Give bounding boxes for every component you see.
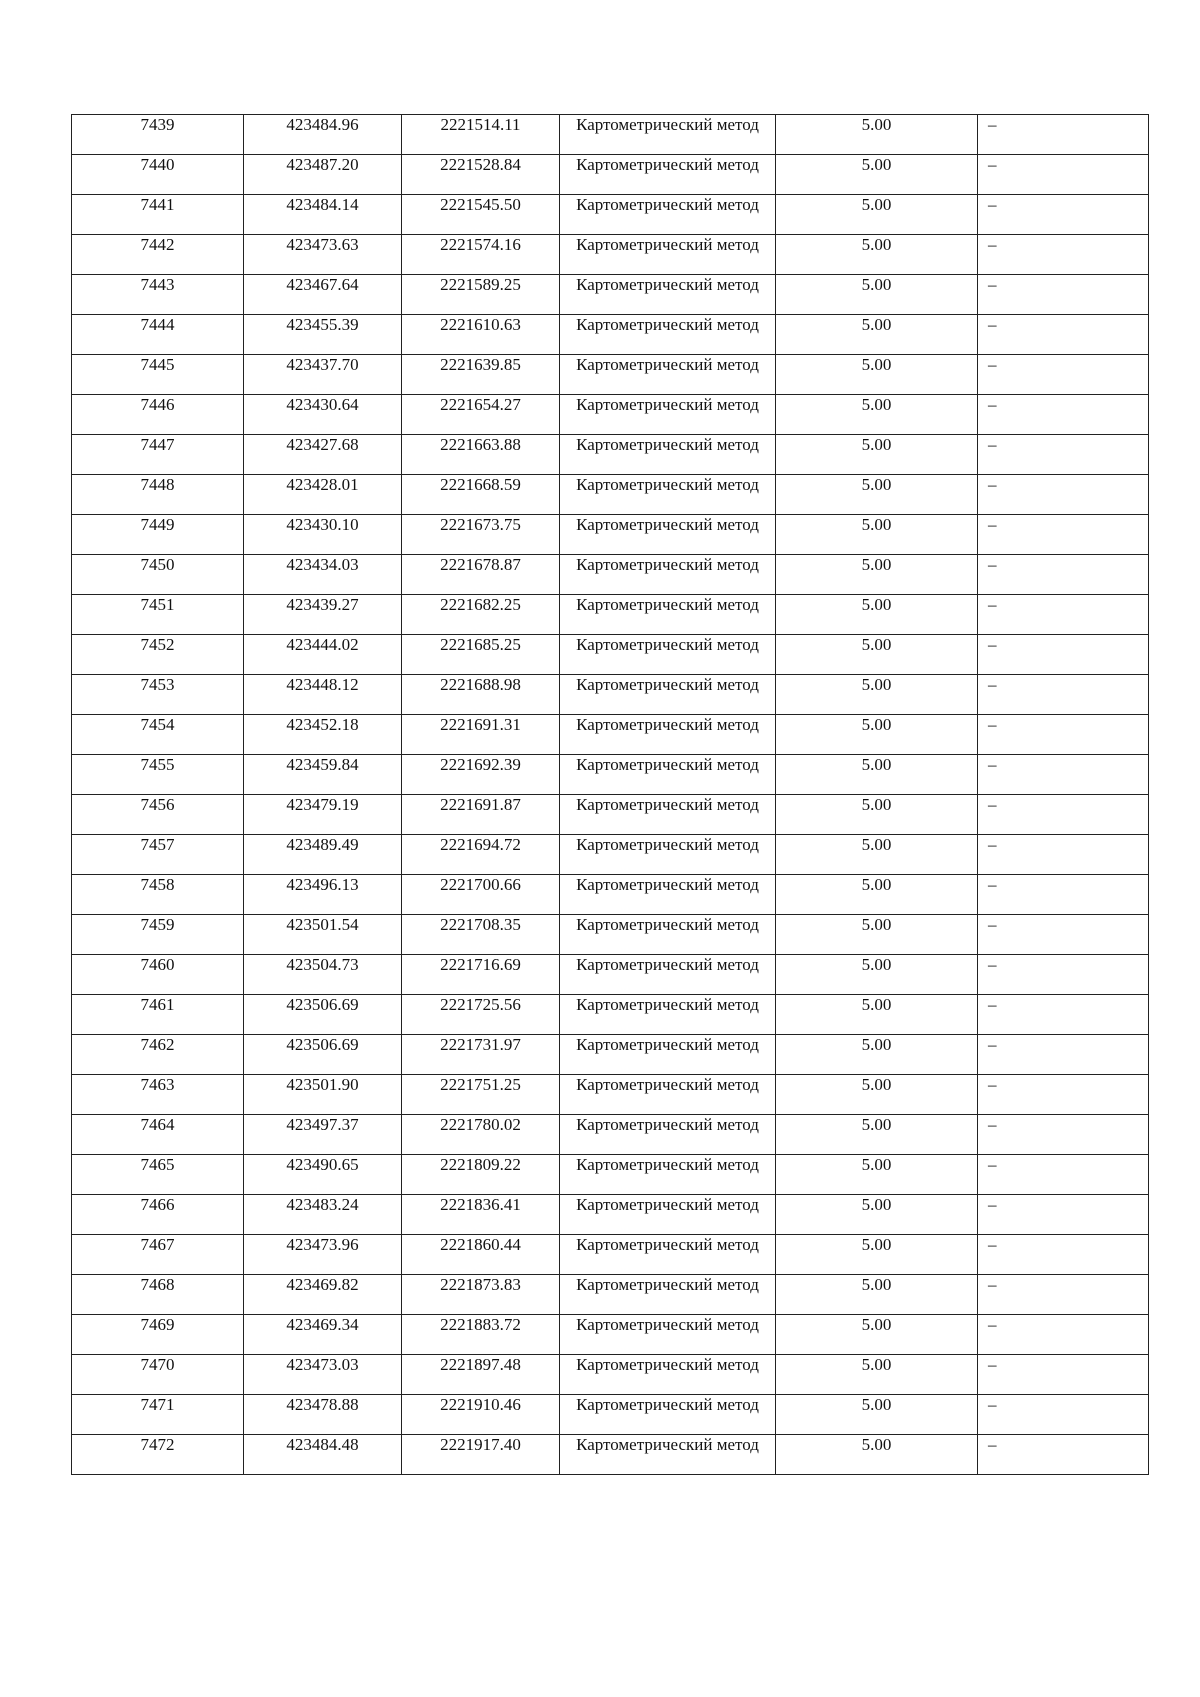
method-cell: Картометрический метод	[560, 635, 776, 675]
table-row	[72, 835, 1149, 875]
accuracy-cell: 5.00	[776, 475, 978, 515]
method-cell: Картометрический метод	[560, 835, 776, 875]
note-cell: –	[978, 875, 1149, 915]
point-number-cell: 7444	[72, 315, 244, 355]
method-cell: Картометрический метод	[560, 1355, 776, 1395]
table-row	[72, 1035, 1149, 1075]
point-number-cell: 7449	[72, 515, 244, 555]
table-row	[72, 1435, 1149, 1475]
point-number-cell: 7451	[72, 595, 244, 635]
table-row	[72, 395, 1149, 435]
point-number-cell: 7445	[72, 355, 244, 395]
table-row	[72, 1315, 1149, 1355]
method-cell: Картометрический метод	[560, 515, 776, 555]
y-coordinate-cell: 2221528.84	[402, 155, 560, 195]
note-cell: –	[978, 1355, 1149, 1395]
x-coordinate-cell: 423479.19	[244, 795, 402, 835]
point-number-cell: 7440	[72, 155, 244, 195]
point-number-cell: 7472	[72, 1435, 244, 1475]
x-coordinate-cell: 423434.03	[244, 555, 402, 595]
method-cell: Картометрический метод	[560, 235, 776, 275]
point-number-cell: 7462	[72, 1035, 244, 1075]
method-cell: Картометрический метод	[560, 715, 776, 755]
x-coordinate-cell: 423459.84	[244, 755, 402, 795]
y-coordinate-cell: 2221663.88	[402, 435, 560, 475]
accuracy-cell: 5.00	[776, 1115, 978, 1155]
y-coordinate-cell: 2221685.25	[402, 635, 560, 675]
note-cell: –	[978, 395, 1149, 435]
table-row	[72, 115, 1149, 155]
x-coordinate-cell: 423501.54	[244, 915, 402, 955]
note-cell: –	[978, 755, 1149, 795]
y-coordinate-cell: 2221694.72	[402, 835, 560, 875]
point-number-cell: 7463	[72, 1075, 244, 1115]
accuracy-cell: 5.00	[776, 435, 978, 475]
method-cell: Картометрический метод	[560, 1035, 776, 1075]
accuracy-cell: 5.00	[776, 715, 978, 755]
method-cell: Картометрический метод	[560, 1395, 776, 1435]
y-coordinate-cell: 2221897.48	[402, 1355, 560, 1395]
point-number-cell: 7452	[72, 635, 244, 675]
x-coordinate-cell: 423506.69	[244, 995, 402, 1035]
accuracy-cell: 5.00	[776, 515, 978, 555]
method-cell: Картометрический метод	[560, 755, 776, 795]
point-number-cell: 7466	[72, 1195, 244, 1235]
note-cell: –	[978, 1115, 1149, 1155]
x-coordinate-cell: 423444.02	[244, 635, 402, 675]
x-coordinate-cell: 423467.64	[244, 275, 402, 315]
x-coordinate-cell: 423484.14	[244, 195, 402, 235]
method-cell: Картометрический метод	[560, 595, 776, 635]
accuracy-cell: 5.00	[776, 1075, 978, 1115]
x-coordinate-cell: 423439.27	[244, 595, 402, 635]
note-cell: –	[978, 195, 1149, 235]
table-row	[72, 315, 1149, 355]
x-coordinate-cell: 423506.69	[244, 1035, 402, 1075]
method-cell: Картометрический метод	[560, 395, 776, 435]
x-coordinate-cell: 423469.82	[244, 1275, 402, 1315]
x-coordinate-cell: 423497.37	[244, 1115, 402, 1155]
x-coordinate-cell: 423483.24	[244, 1195, 402, 1235]
table-row	[72, 1155, 1149, 1195]
accuracy-cell: 5.00	[776, 115, 978, 155]
accuracy-cell: 5.00	[776, 1235, 978, 1275]
note-cell: –	[978, 475, 1149, 515]
method-cell: Картометрический метод	[560, 1195, 776, 1235]
y-coordinate-cell: 2221883.72	[402, 1315, 560, 1355]
table-row	[72, 715, 1149, 755]
method-cell: Картометрический метод	[560, 995, 776, 1035]
table-row	[72, 1395, 1149, 1435]
note-cell: –	[978, 155, 1149, 195]
x-coordinate-cell: 423489.49	[244, 835, 402, 875]
point-number-cell: 7467	[72, 1235, 244, 1275]
y-coordinate-cell: 2221639.85	[402, 355, 560, 395]
table-row	[72, 995, 1149, 1035]
note-cell: –	[978, 715, 1149, 755]
y-coordinate-cell: 2221910.46	[402, 1395, 560, 1435]
method-cell: Картометрический метод	[560, 355, 776, 395]
x-coordinate-cell: 423490.65	[244, 1155, 402, 1195]
accuracy-cell: 5.00	[776, 1195, 978, 1235]
accuracy-cell: 5.00	[776, 1035, 978, 1075]
y-coordinate-cell: 2221678.87	[402, 555, 560, 595]
point-number-cell: 7443	[72, 275, 244, 315]
accuracy-cell: 5.00	[776, 955, 978, 995]
y-coordinate-cell: 2221514.11	[402, 115, 560, 155]
x-coordinate-cell: 423473.63	[244, 235, 402, 275]
accuracy-cell: 5.00	[776, 635, 978, 675]
method-cell: Картометрический метод	[560, 1155, 776, 1195]
y-coordinate-cell: 2221716.69	[402, 955, 560, 995]
method-cell: Картометрический метод	[560, 915, 776, 955]
method-cell: Картометрический метод	[560, 315, 776, 355]
note-cell: –	[978, 235, 1149, 275]
y-coordinate-cell: 2221708.35	[402, 915, 560, 955]
note-cell: –	[978, 635, 1149, 675]
point-number-cell: 7460	[72, 955, 244, 995]
point-number-cell: 7446	[72, 395, 244, 435]
method-cell: Картометрический метод	[560, 555, 776, 595]
y-coordinate-cell: 2221780.02	[402, 1115, 560, 1155]
table-row	[72, 875, 1149, 915]
note-cell: –	[978, 1195, 1149, 1235]
y-coordinate-cell: 2221610.63	[402, 315, 560, 355]
table-row	[72, 635, 1149, 675]
x-coordinate-cell: 423469.34	[244, 1315, 402, 1355]
y-coordinate-cell: 2221545.50	[402, 195, 560, 235]
accuracy-cell: 5.00	[776, 395, 978, 435]
note-cell: –	[978, 1315, 1149, 1355]
accuracy-cell: 5.00	[776, 995, 978, 1035]
x-coordinate-cell: 423437.70	[244, 355, 402, 395]
y-coordinate-cell: 2221809.22	[402, 1155, 560, 1195]
note-cell: –	[978, 1075, 1149, 1115]
note-cell: –	[978, 915, 1149, 955]
point-number-cell: 7455	[72, 755, 244, 795]
y-coordinate-cell: 2221836.41	[402, 1195, 560, 1235]
point-number-cell: 7470	[72, 1355, 244, 1395]
method-cell: Картометрический метод	[560, 155, 776, 195]
note-cell: –	[978, 1275, 1149, 1315]
point-number-cell: 7441	[72, 195, 244, 235]
point-number-cell: 7471	[72, 1395, 244, 1435]
note-cell: –	[978, 355, 1149, 395]
method-cell: Картометрический метод	[560, 1275, 776, 1315]
coordinates-table-body	[72, 115, 1149, 1475]
x-coordinate-cell: 423478.88	[244, 1395, 402, 1435]
note-cell: –	[978, 515, 1149, 555]
note-cell: –	[978, 795, 1149, 835]
point-number-cell: 7469	[72, 1315, 244, 1355]
note-cell: –	[978, 435, 1149, 475]
y-coordinate-cell: 2221654.27	[402, 395, 560, 435]
table-row	[72, 1235, 1149, 1275]
point-number-cell: 7454	[72, 715, 244, 755]
table-row	[72, 235, 1149, 275]
accuracy-cell: 5.00	[776, 315, 978, 355]
x-coordinate-cell: 423430.64	[244, 395, 402, 435]
y-coordinate-cell: 2221725.56	[402, 995, 560, 1035]
accuracy-cell: 5.00	[776, 355, 978, 395]
x-coordinate-cell: 423473.96	[244, 1235, 402, 1275]
note-cell: –	[978, 1155, 1149, 1195]
table-row	[72, 435, 1149, 475]
method-cell: Картометрический метод	[560, 115, 776, 155]
method-cell: Картометрический метод	[560, 875, 776, 915]
table-row	[72, 155, 1149, 195]
table-row	[72, 1355, 1149, 1395]
y-coordinate-cell: 2221691.31	[402, 715, 560, 755]
note-cell: –	[978, 675, 1149, 715]
point-number-cell: 7464	[72, 1115, 244, 1155]
method-cell: Картометрический метод	[560, 1235, 776, 1275]
method-cell: Картометрический метод	[560, 1115, 776, 1155]
y-coordinate-cell: 2221589.25	[402, 275, 560, 315]
table-row	[72, 955, 1149, 995]
table-row	[72, 275, 1149, 315]
accuracy-cell: 5.00	[776, 1355, 978, 1395]
point-number-cell: 7439	[72, 115, 244, 155]
y-coordinate-cell: 2221691.87	[402, 795, 560, 835]
point-number-cell: 7447	[72, 435, 244, 475]
point-number-cell: 7453	[72, 675, 244, 715]
accuracy-cell: 5.00	[776, 1275, 978, 1315]
y-coordinate-cell: 2221751.25	[402, 1075, 560, 1115]
note-cell: –	[978, 995, 1149, 1035]
point-number-cell: 7457	[72, 835, 244, 875]
x-coordinate-cell: 423501.90	[244, 1075, 402, 1115]
accuracy-cell: 5.00	[776, 235, 978, 275]
method-cell: Картометрический метод	[560, 275, 776, 315]
table-row	[72, 755, 1149, 795]
x-coordinate-cell: 423428.01	[244, 475, 402, 515]
accuracy-cell: 5.00	[776, 915, 978, 955]
note-cell: –	[978, 1395, 1149, 1435]
accuracy-cell: 5.00	[776, 755, 978, 795]
point-number-cell: 7450	[72, 555, 244, 595]
table-row	[72, 1075, 1149, 1115]
method-cell: Картометрический метод	[560, 675, 776, 715]
x-coordinate-cell: 423504.73	[244, 955, 402, 995]
note-cell: –	[978, 115, 1149, 155]
method-cell: Картометрический метод	[560, 195, 776, 235]
table-row	[72, 675, 1149, 715]
y-coordinate-cell: 2221700.66	[402, 875, 560, 915]
table-row	[72, 595, 1149, 635]
table-row	[72, 915, 1149, 955]
point-number-cell: 7448	[72, 475, 244, 515]
note-cell: –	[978, 1035, 1149, 1075]
point-number-cell: 7468	[72, 1275, 244, 1315]
x-coordinate-cell: 423430.10	[244, 515, 402, 555]
method-cell: Картометрический метод	[560, 1435, 776, 1475]
x-coordinate-cell: 423484.96	[244, 115, 402, 155]
x-coordinate-cell: 423452.18	[244, 715, 402, 755]
accuracy-cell: 5.00	[776, 875, 978, 915]
accuracy-cell: 5.00	[776, 795, 978, 835]
table-row	[72, 355, 1149, 395]
accuracy-cell: 5.00	[776, 1395, 978, 1435]
x-coordinate-cell: 423427.68	[244, 435, 402, 475]
method-cell: Картометрический метод	[560, 1315, 776, 1355]
accuracy-cell: 5.00	[776, 1155, 978, 1195]
x-coordinate-cell: 423487.20	[244, 155, 402, 195]
y-coordinate-cell: 2221731.97	[402, 1035, 560, 1075]
point-number-cell: 7459	[72, 915, 244, 955]
note-cell: –	[978, 555, 1149, 595]
table-row	[72, 195, 1149, 235]
point-number-cell: 7458	[72, 875, 244, 915]
method-cell: Картометрический метод	[560, 1075, 776, 1115]
table-row	[72, 1195, 1149, 1235]
accuracy-cell: 5.00	[776, 835, 978, 875]
y-coordinate-cell: 2221688.98	[402, 675, 560, 715]
accuracy-cell: 5.00	[776, 1315, 978, 1355]
method-cell: Картометрический метод	[560, 475, 776, 515]
accuracy-cell: 5.00	[776, 595, 978, 635]
accuracy-cell: 5.00	[776, 555, 978, 595]
point-number-cell: 7465	[72, 1155, 244, 1195]
y-coordinate-cell: 2221873.83	[402, 1275, 560, 1315]
table-row	[72, 555, 1149, 595]
y-coordinate-cell: 2221682.25	[402, 595, 560, 635]
note-cell: –	[978, 1435, 1149, 1475]
note-cell: –	[978, 595, 1149, 635]
point-number-cell: 7461	[72, 995, 244, 1035]
y-coordinate-cell: 2221692.39	[402, 755, 560, 795]
note-cell: –	[978, 955, 1149, 995]
y-coordinate-cell: 2221668.59	[402, 475, 560, 515]
x-coordinate-cell: 423448.12	[244, 675, 402, 715]
y-coordinate-cell: 2221917.40	[402, 1435, 560, 1475]
table-row	[72, 1275, 1149, 1315]
note-cell: –	[978, 275, 1149, 315]
accuracy-cell: 5.00	[776, 155, 978, 195]
table-row	[72, 795, 1149, 835]
accuracy-cell: 5.00	[776, 1435, 978, 1475]
table-row	[72, 515, 1149, 555]
y-coordinate-cell: 2221673.75	[402, 515, 560, 555]
y-coordinate-cell: 2221574.16	[402, 235, 560, 275]
x-coordinate-cell: 423496.13	[244, 875, 402, 915]
note-cell: –	[978, 1235, 1149, 1275]
accuracy-cell: 5.00	[776, 675, 978, 715]
accuracy-cell: 5.00	[776, 275, 978, 315]
y-coordinate-cell: 2221860.44	[402, 1235, 560, 1275]
method-cell: Картометрический метод	[560, 955, 776, 995]
table-row	[72, 1115, 1149, 1155]
x-coordinate-cell: 423455.39	[244, 315, 402, 355]
note-cell: –	[978, 315, 1149, 355]
point-number-cell: 7442	[72, 235, 244, 275]
accuracy-cell: 5.00	[776, 195, 978, 235]
method-cell: Картометрический метод	[560, 795, 776, 835]
x-coordinate-cell: 423484.48	[244, 1435, 402, 1475]
point-number-cell: 7456	[72, 795, 244, 835]
method-cell: Картометрический метод	[560, 435, 776, 475]
x-coordinate-cell: 423473.03	[244, 1355, 402, 1395]
note-cell: –	[978, 835, 1149, 875]
coordinates-table	[71, 114, 1149, 1475]
table-row	[72, 475, 1149, 515]
